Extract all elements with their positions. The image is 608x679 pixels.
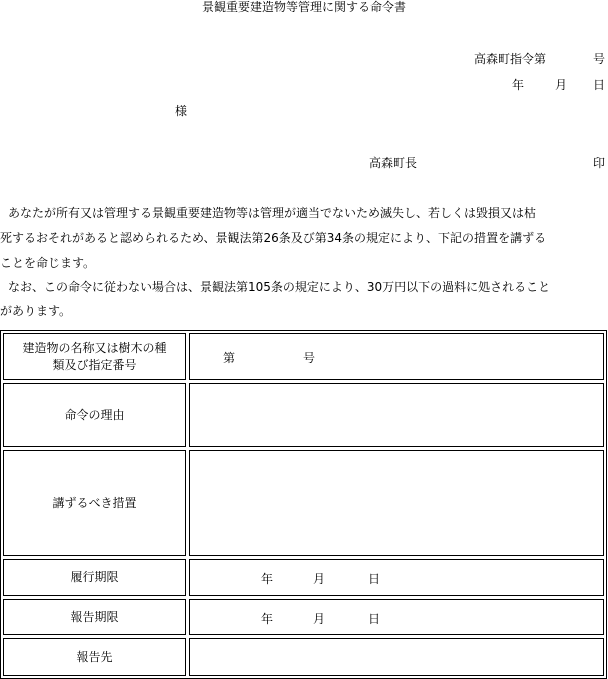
issue-date-year: 年 — [512, 78, 525, 92]
label-structure-name-line-1: 建造物の名称又は樹木の種 — [22, 340, 167, 355]
paragraph-1-line-3: ことを命じます。 — [0, 256, 96, 270]
table-row-report-destination — [3, 638, 604, 676]
label-report-deadline-text: 報告期限 — [70, 609, 119, 624]
label-order-reason — [3, 383, 186, 447]
label-report-destination — [3, 638, 186, 676]
seal-mark: 印 — [593, 156, 606, 170]
value-structure-name[interactable] — [189, 333, 604, 380]
value-report-deadline[interactable] — [189, 599, 604, 635]
label-structure-name-line-2: 類及び指定番号 — [52, 357, 137, 372]
issue-date-day: 日 — [593, 78, 606, 92]
issue-date-month: 月 — [555, 78, 568, 92]
designation-number-suffix: 号 — [303, 351, 316, 365]
paragraph-1-line-1: あなたが所有又は管理する景観重要建造物等は管理が適当でないため滅失し、若しくは毀損又は枯 — [8, 206, 537, 220]
performance-deadline-month: 月 — [313, 572, 326, 586]
order-details-table — [0, 330, 607, 679]
order-number-suffix: 号 — [593, 52, 606, 66]
paragraph-2-line-1: なお、この命令に従わない場合は、景観法第105条の規定により、30万円以下の過料に処されること — [8, 280, 551, 294]
label-structure-name — [3, 333, 186, 380]
table-row-structure — [3, 333, 604, 380]
label-order-reason-text: 命令の理由 — [64, 407, 125, 422]
report-deadline-month: 月 — [313, 612, 326, 626]
designation-number-prefix: 第 — [223, 351, 236, 365]
label-required-measures-text: 講ずるべき措置 — [52, 495, 137, 510]
label-report-destination-text: 報告先 — [76, 649, 113, 664]
value-order-reason[interactable] — [189, 383, 604, 447]
report-deadline-day: 日 — [368, 612, 381, 626]
issuer-name: 高森町長 — [369, 156, 418, 170]
paragraph-1-line-2: 死するおそれがあると認められるため、景観法第26条及び第34条の規定により、下記の措置を講ずる — [0, 231, 547, 245]
recipient-honorific: 様 — [175, 104, 188, 118]
table-row-report-deadline — [3, 599, 604, 635]
performance-deadline-day: 日 — [368, 572, 381, 586]
label-performance-deadline-text: 履行期限 — [70, 570, 119, 584]
label-performance-deadline — [3, 559, 186, 596]
document-title: 景観重要建造物等管理に関する命令書 — [201, 0, 406, 14]
value-performance-deadline[interactable] — [189, 559, 604, 596]
label-report-deadline — [3, 599, 186, 635]
table-row-measures — [3, 450, 604, 556]
table-row-reason — [3, 383, 604, 447]
value-report-destination[interactable] — [189, 638, 604, 676]
label-required-measures — [3, 450, 186, 556]
performance-deadline-year: 年 — [261, 572, 274, 586]
order-number-prefix: 高森町指令第 — [474, 52, 547, 66]
table-row-performance-deadline — [3, 559, 604, 596]
paragraph-2-line-2: があります。 — [0, 304, 72, 318]
value-required-measures[interactable] — [189, 450, 604, 556]
report-deadline-year: 年 — [261, 612, 274, 626]
